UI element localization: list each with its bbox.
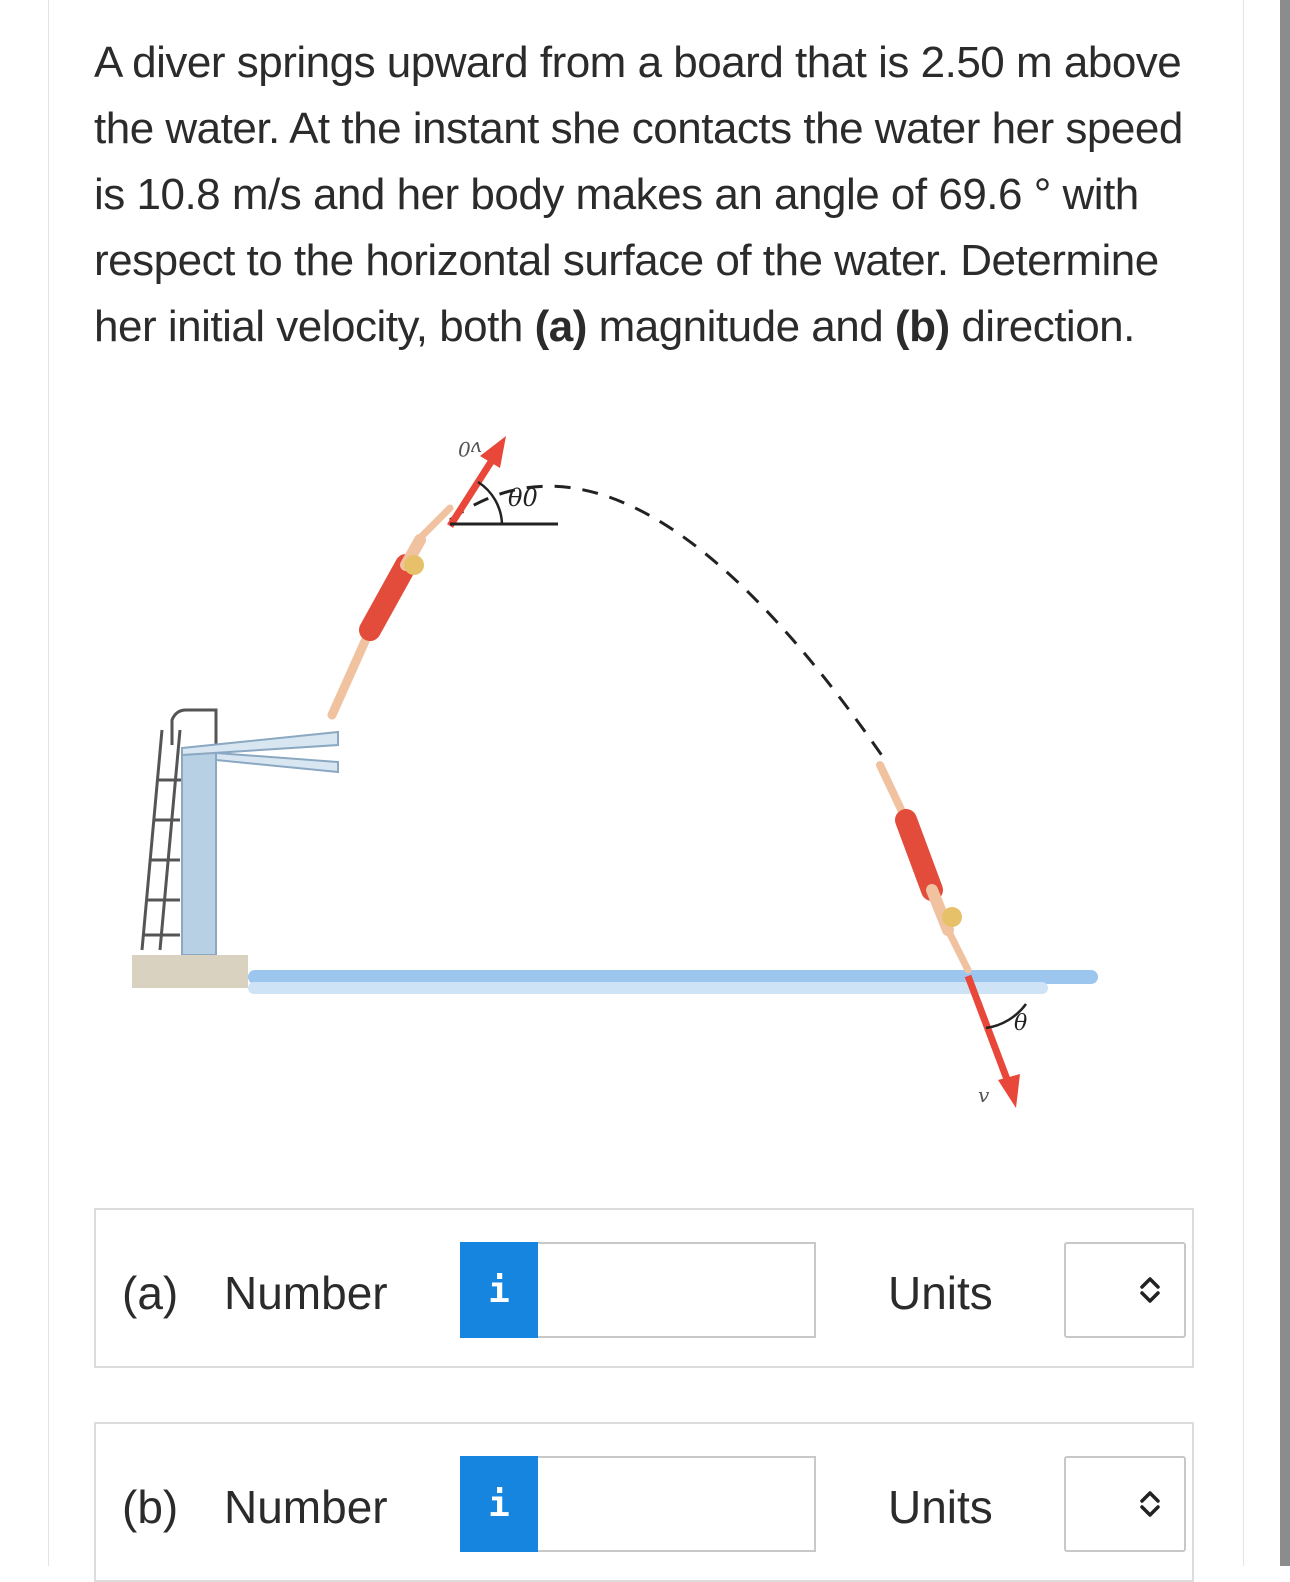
label-v: v xyxy=(978,1083,990,1107)
chevron-up-down-icon xyxy=(1138,1489,1162,1519)
scrollbar[interactable] xyxy=(1280,0,1290,1566)
label-theta: θ xyxy=(1014,1011,1028,1036)
label-theta0: θ0 xyxy=(508,484,538,512)
units-label: Units xyxy=(888,1481,993,1533)
diver-entry xyxy=(880,765,968,970)
question-segment: A diver springs upward from a board that is 2.50 m above the water. At the instant she contacts the water her speed is 10.8 m/s and her body makes an angle of 69.6 ° with respect to the horizontal surface of the water. Determine her initial velocity, both xyxy=(94,38,1183,351)
units-select-b[interactable] xyxy=(1064,1456,1186,1552)
number-label: Number xyxy=(224,1267,388,1319)
trajectory-path xyxy=(450,486,885,760)
diving-tower xyxy=(182,750,216,955)
answer-row-a xyxy=(94,1208,1194,1368)
number-input-b[interactable] xyxy=(538,1456,816,1552)
question-segment: magnitude and xyxy=(586,302,895,351)
units-label: Units xyxy=(888,1267,993,1319)
number-input-a[interactable] xyxy=(538,1242,816,1338)
units-select-a[interactable] xyxy=(1064,1242,1186,1338)
label-v0: v0 xyxy=(457,437,482,461)
diving-board xyxy=(182,732,338,755)
answer-row-b xyxy=(94,1422,1194,1582)
part-label: (a) xyxy=(122,1267,179,1319)
info-icon[interactable]: i xyxy=(460,1456,538,1552)
info-icon[interactable]: i xyxy=(460,1242,538,1338)
diver-figure xyxy=(120,420,1120,1140)
pool-deck xyxy=(132,955,248,988)
question-bold-segment: (a) xyxy=(534,302,587,351)
chevron-up-down-icon xyxy=(1138,1275,1162,1305)
question-text xyxy=(94,30,1204,360)
part-label: (b) xyxy=(122,1481,179,1533)
diver-takeoff xyxy=(332,508,450,715)
question-segment: direction. xyxy=(949,302,1135,351)
number-label: Number xyxy=(224,1481,388,1533)
question-bold-segment: (b) xyxy=(894,302,950,351)
